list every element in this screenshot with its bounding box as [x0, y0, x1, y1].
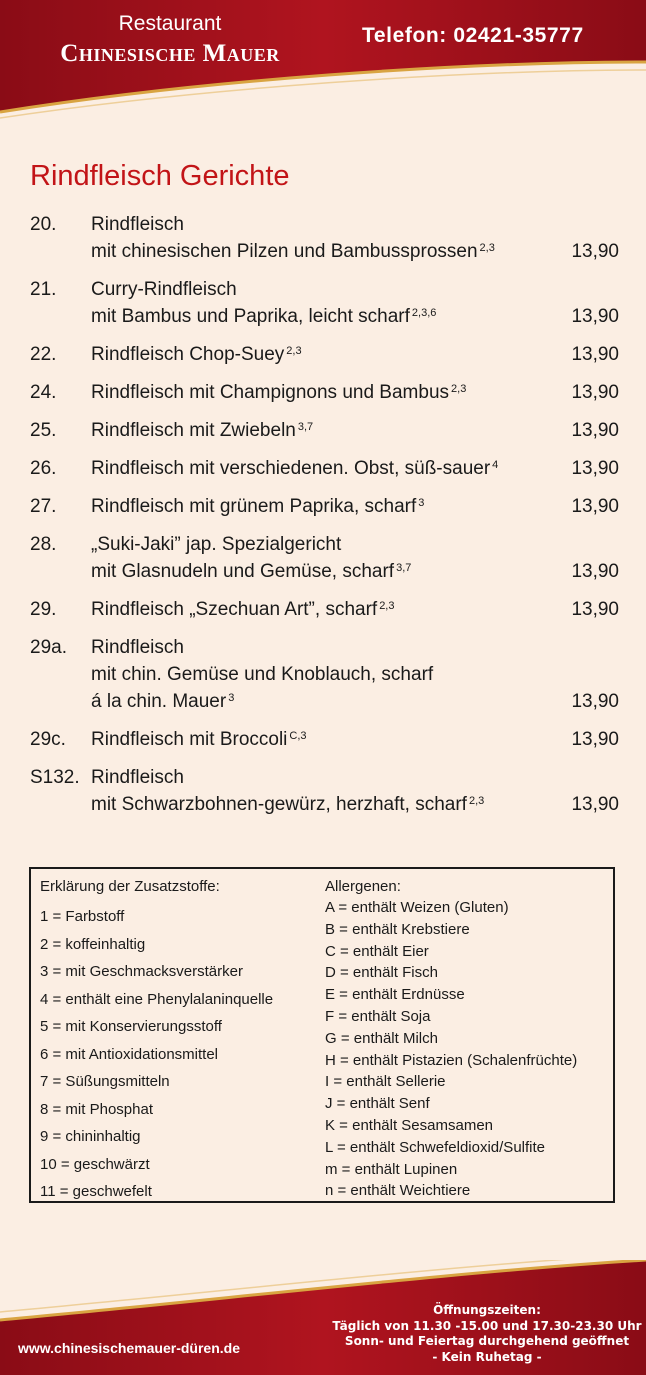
allergen-item: B = enthält Krebstiere [325, 920, 470, 938]
allergen-item: F = enthält Soja [325, 1007, 431, 1025]
dish-line: Rindfleisch [91, 214, 184, 235]
opening-hours-line: Täglich von 11.30 -15.00 und 17.30-23.30 Uhr [332, 1318, 642, 1333]
allergen-item: I = enthält Sellerie [325, 1073, 446, 1091]
allergen-item: m = enthält Lupinen [325, 1160, 458, 1178]
dish-row [30, 634, 625, 715]
dish-description [91, 276, 555, 330]
additive-codes: C,3 [289, 730, 307, 742]
additive-item: 1 = Farbstoff [40, 908, 125, 925]
dish-number: 27. [30, 496, 57, 517]
allergen-item: H = enthält Pistazien (Schalenfrüchte) [325, 1051, 578, 1069]
dish-list [30, 211, 625, 829]
dish-price: 13,90 [571, 691, 619, 712]
dish-row [30, 276, 625, 330]
dish-price: 13,90 [571, 561, 619, 582]
dish-row [30, 341, 625, 368]
dish-price: 13,90 [571, 496, 619, 517]
dish-number: 21. [30, 279, 57, 300]
dish-price: 13,90 [571, 241, 619, 262]
dish-price: 13,90 [571, 599, 619, 620]
allergen-item: J = enthält Senf [325, 1095, 430, 1113]
allergen-item: A = enthält Weizen (Gluten) [325, 899, 509, 916]
dish-line: Rindfleisch [91, 767, 184, 788]
dish-line: Rindfleisch [91, 637, 184, 658]
website-link[interactable]: www.chinesischemauer-düren.de [18, 1340, 240, 1356]
additive-codes: 3,7 [297, 421, 314, 433]
allergen-item: n = enthält Weichtiere [325, 1182, 471, 1200]
dish-row [30, 726, 625, 753]
additive-item: 2 = koffeinhaltig [40, 935, 146, 953]
additive-item: 4 = enthält eine Phenylalaninquelle [40, 990, 274, 1008]
dish-line: á la chin. Mauer $^3$ [91, 691, 235, 712]
dish-number: 20. [30, 214, 57, 235]
opening-hours-line: Sonn- und Feiertag durchgehend geöffnet [344, 1334, 630, 1348]
dish-line: Rindfleisch „Szechuan Art”, scharf $^{2,3}$ [91, 599, 395, 620]
allergen-item: C = enthält Eier [325, 942, 429, 960]
dish-price: 13,90 [571, 344, 619, 365]
additive-codes: 2,3 [286, 345, 302, 357]
legend-box [29, 867, 615, 1203]
dish-line: mit chin. Gemüse und Knoblauch, scharf [91, 664, 434, 685]
allergens-column [325, 878, 615, 1202]
additive-item: 3 = mit Geschmacksverstärker [40, 963, 243, 980]
restaurant-label: Restaurant [118, 12, 222, 35]
dish-number: 25. [30, 420, 57, 441]
dish-description [91, 764, 555, 818]
dish-number: S132. [30, 767, 80, 788]
opening-hours-line: - Kein Ruhetag - [432, 1349, 542, 1364]
dish-line: Rindfleisch Chop-Suey $^{2,3}$ [91, 344, 302, 365]
dish-row [30, 531, 625, 585]
dish-number: 26. [30, 458, 57, 479]
header-banner [0, 0, 646, 125]
dish-price: 13,90 [571, 420, 619, 441]
dish-description [91, 634, 555, 715]
additive-item: 8 = mit Phosphat [40, 1100, 153, 1118]
additive-codes: 2,3 [479, 242, 495, 254]
additive-codes: 4 [492, 459, 499, 471]
dish-row [30, 211, 625, 265]
dish-number: 22. [30, 344, 57, 365]
dish-description [91, 455, 555, 482]
dish-description [91, 379, 555, 406]
dish-description [91, 417, 555, 444]
dish-description [91, 341, 555, 368]
dish-number: 24. [30, 382, 57, 403]
allergen-item: K = enthält Sesamsamen [325, 1116, 494, 1134]
dish-number: 29c. [30, 729, 66, 750]
dish-line: Rindfleisch mit grünem Paprika, scharf $^3$ [91, 496, 425, 517]
additive-item: 9 = chininhaltig [40, 1128, 141, 1145]
dish-description [91, 531, 555, 585]
dish-price: 13,90 [571, 794, 619, 815]
dish-description [91, 726, 555, 753]
allergen-item: L = enthält Schwefeldioxid/Sulfite [325, 1138, 545, 1156]
additive-codes: 2,3,6 [411, 307, 437, 319]
dish-line: Rindfleisch mit Broccoli $^{C,3}$ [91, 729, 307, 750]
restaurant-name: Chinesische Mauer [60, 40, 280, 67]
additive-item: 7 = Süßungsmitteln [40, 1073, 170, 1090]
additive-item: 6 = mit Antioxidationsmittel [40, 1045, 219, 1063]
additive-codes: 3 [418, 497, 425, 509]
dish-description [91, 211, 555, 265]
opening-hours-title: Öffnungszeiten: [433, 1303, 541, 1317]
dish-line: „Suki-Jaki” jap. Spezialgericht [91, 534, 342, 555]
dish-row [30, 455, 625, 482]
dish-line: Curry-Rindfleisch [91, 279, 237, 300]
additive-codes: 2,3 [451, 383, 467, 395]
additive-item: 10 = geschwärzt [40, 1155, 150, 1173]
dish-row [30, 596, 625, 623]
dish-description [91, 493, 555, 520]
additive-item: 11 = geschwefelt [40, 1183, 152, 1200]
dish-line: mit Schwarzbohnen-gewürz, herzhaft, scharf $^{2,3}$ [91, 794, 485, 815]
dish-price: 13,90 [571, 729, 619, 750]
dish-price: 13,90 [571, 382, 619, 403]
dish-line: mit Glasnudeln und Gemüse, scharf $^{3,7}$ [91, 561, 412, 582]
additives-title: Erklärung der Zusatzstoffe: [40, 878, 220, 895]
additive-codes: 2,3 [468, 795, 485, 807]
dish-line: mit chinesischen Pilzen und Bambussprossen $^{2,3}$ [91, 241, 495, 262]
additive-item: 5 = mit Konservierungsstoff [40, 1018, 222, 1035]
allergens-title: Allergenen: [325, 878, 401, 895]
allergen-item: D = enthält Fisch [325, 964, 438, 982]
phone-number[interactable]: Telefon: 02421-35777 [362, 24, 584, 47]
dish-row [30, 764, 625, 818]
dish-number: 29a. [30, 637, 67, 658]
allergen-item: G = enthält Milch [325, 1029, 438, 1047]
dish-line: mit Bambus und Paprika, leicht scharf $^{2,3,6}$ [91, 306, 437, 327]
dish-row [30, 493, 625, 520]
dish-row [30, 417, 625, 444]
additive-codes: 3,7 [396, 562, 412, 574]
additives-column [40, 878, 320, 1206]
opening-hours [330, 1303, 644, 1365]
allergen-item: E = enthält Erdnüsse [325, 986, 465, 1004]
dish-description [91, 596, 555, 623]
additive-codes: 2,3 [379, 600, 395, 612]
dish-line: Rindfleisch mit Champignons und Bambus $^{2,3}$ [91, 382, 467, 403]
additive-codes: 3 [228, 692, 235, 704]
dish-line: Rindfleisch mit verschiedenen. Obst, süß-sauer $^4$ [91, 458, 499, 479]
dish-number: 29. [30, 599, 57, 620]
dish-line: Rindfleisch mit Zwiebeln $^{3,7}$ [91, 420, 314, 441]
dish-price: 13,90 [571, 306, 619, 327]
dish-number: 28. [30, 534, 57, 555]
dish-row [30, 379, 625, 406]
section-title: Rindfleisch Gerichte [30, 160, 290, 192]
dish-price: 13,90 [571, 458, 619, 479]
